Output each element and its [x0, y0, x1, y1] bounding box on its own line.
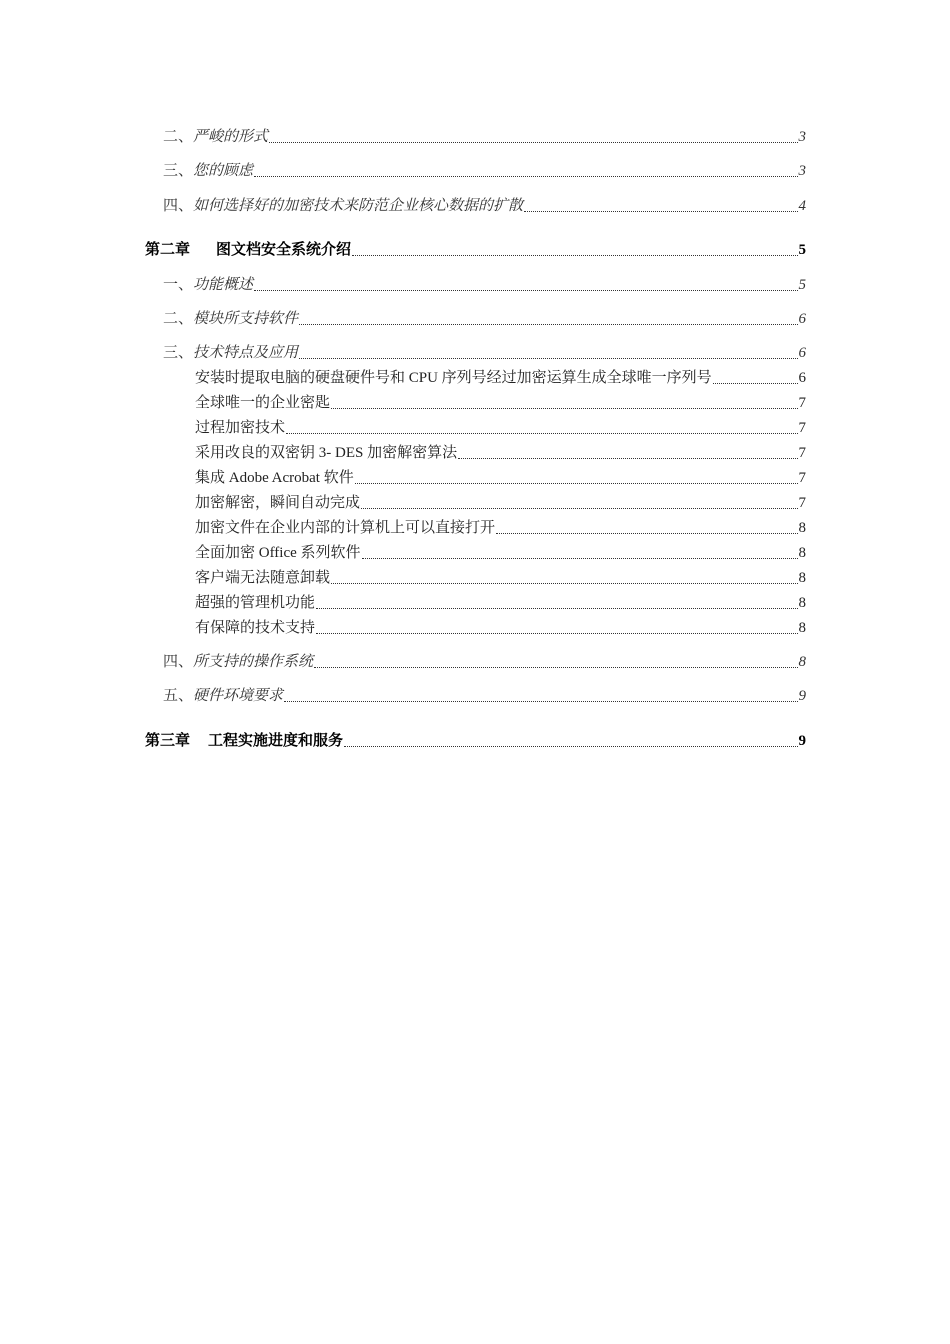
toc-entry-page: 9: [798, 733, 806, 749]
toc-entry-page: 7: [798, 470, 806, 486]
dot-leader: [254, 163, 797, 177]
toc-item-entry[interactable]: [195, 518, 806, 538]
dot-leader: [316, 595, 797, 609]
toc-entry-title: 硬件环境要求: [193, 688, 284, 704]
toc-entry-page: 7: [798, 445, 806, 461]
dot-leader: [352, 242, 797, 256]
toc-entry-title: 过程加密技术: [195, 420, 286, 436]
toc-entry-number: 二、: [163, 129, 194, 145]
toc-section-entry[interactable]: [163, 161, 806, 181]
toc-entry-number: 三、: [163, 345, 194, 361]
toc-entry-page: 8: [798, 520, 806, 536]
toc-section-entry[interactable]: [163, 343, 806, 363]
toc-entry-number: 四、: [163, 198, 194, 214]
toc-entry-page: 6: [798, 370, 806, 386]
toc-entry-title: 加密解密，瞬间自动完成: [195, 495, 361, 511]
dot-leader: [331, 570, 797, 584]
dot-leader: [314, 654, 797, 668]
toc-item-entry[interactable]: [195, 368, 806, 388]
toc-chapter-title: 工程实施进度和服务: [208, 733, 344, 749]
toc-entry-title: 技术特点及应用: [193, 345, 299, 361]
dot-leader: [286, 420, 797, 434]
toc-entry-title: 集成 Adobe Acrobat 软件: [195, 470, 354, 486]
toc-entry-title: 有保障的技术支持: [195, 620, 316, 636]
toc-item-entry[interactable]: [195, 468, 806, 488]
dot-leader: [458, 445, 797, 459]
toc-item-entry[interactable]: [195, 568, 806, 588]
toc-entry-page: 7: [798, 420, 806, 436]
toc-entry-title: 您的顾虑: [193, 163, 254, 179]
toc-entry-title: 严峻的形式: [193, 129, 269, 145]
toc-section-entry[interactable]: [163, 127, 806, 147]
toc-item-entry[interactable]: [195, 443, 806, 463]
toc-entry-number: 二、: [163, 311, 194, 327]
toc-entry-number: 三、: [163, 163, 194, 179]
toc-item-entry[interactable]: [195, 543, 806, 563]
toc-section-entry[interactable]: [163, 196, 806, 216]
toc-entry-page: 8: [798, 620, 806, 636]
toc-entry-page: 7: [798, 395, 806, 411]
dot-leader: [254, 277, 797, 291]
toc-entry-page: 7: [798, 495, 806, 511]
dot-leader: [355, 470, 798, 484]
toc-item-entry[interactable]: [195, 593, 806, 613]
toc-section-entry[interactable]: [163, 686, 806, 706]
dot-leader: [269, 129, 797, 143]
toc-entry-title: 全球唯一的企业密匙: [195, 395, 331, 411]
toc-entry-page: 8: [798, 595, 806, 611]
dot-leader: [331, 395, 797, 409]
toc-entry-number: 五、: [163, 688, 194, 704]
toc-chapter-number: 第二章: [145, 242, 191, 258]
toc-entry-page: 8: [798, 654, 806, 670]
toc-entry-title: 加密文件在企业内部的计算机上可以直接打开: [195, 520, 496, 536]
toc-entry-title: 所支持的操作系统: [193, 654, 314, 670]
toc-entry-page: 8: [798, 570, 806, 586]
toc-chapter-title: 图文档安全系统介绍: [216, 242, 352, 258]
toc-entry-number: 一、: [163, 277, 194, 293]
toc-entry-page: 3: [798, 129, 806, 145]
toc-entry-title: 模块所支持软件: [193, 311, 299, 327]
toc-entry-page: 6: [798, 345, 806, 361]
dot-leader: [496, 520, 797, 534]
toc-entry-number: 四、: [163, 654, 194, 670]
toc-entry-page: 8: [798, 545, 806, 561]
dot-leader: [524, 198, 797, 212]
toc-entry-page: 4: [798, 198, 806, 214]
toc-entry-page: 6: [798, 311, 806, 327]
toc-entry-title: 功能概述: [193, 277, 254, 293]
dot-leader: [299, 345, 797, 359]
toc-chapter-entry[interactable]: [145, 731, 806, 751]
toc-entry-title: 客户端无法随意卸载: [195, 570, 331, 586]
toc-entry-title: 超强的管理机功能: [195, 595, 316, 611]
toc-entry-page: 9: [798, 688, 806, 704]
toc-entry-page: 5: [798, 242, 806, 258]
toc-item-entry[interactable]: [195, 618, 806, 638]
dot-leader: [344, 733, 797, 747]
toc-entry-page: 3: [798, 163, 806, 179]
toc-entry-title: 全面加密 Office 系列软件: [195, 545, 361, 561]
toc-item-entry[interactable]: [195, 393, 806, 413]
dot-leader: [361, 495, 797, 509]
toc-chapter-entry[interactable]: [145, 240, 806, 260]
toc-entry-page: 5: [798, 277, 806, 293]
dot-leader: [713, 370, 798, 384]
toc-chapter-number: 第三章: [145, 733, 191, 749]
toc-section-entry[interactable]: [163, 309, 806, 329]
toc-entry-title: 如何选择好的加密技术来防范企业核心数据的扩散: [193, 198, 524, 214]
dot-leader: [316, 620, 797, 634]
toc-section-entry[interactable]: [163, 652, 806, 672]
toc-entry-title: 采用改良的双密钥 3- DES 加密解密算法: [195, 445, 458, 461]
toc-item-entry[interactable]: [195, 493, 806, 513]
dot-leader: [299, 311, 797, 325]
toc-entry-title: 安装时提取电脑的硬盘硬件号和 CPU 序列号经过加密运算生成全球唯一序列号: [195, 370, 712, 386]
dot-leader: [362, 545, 798, 559]
dot-leader: [284, 688, 797, 702]
toc-item-entry[interactable]: [195, 418, 806, 438]
toc-section-entry[interactable]: [163, 275, 806, 295]
